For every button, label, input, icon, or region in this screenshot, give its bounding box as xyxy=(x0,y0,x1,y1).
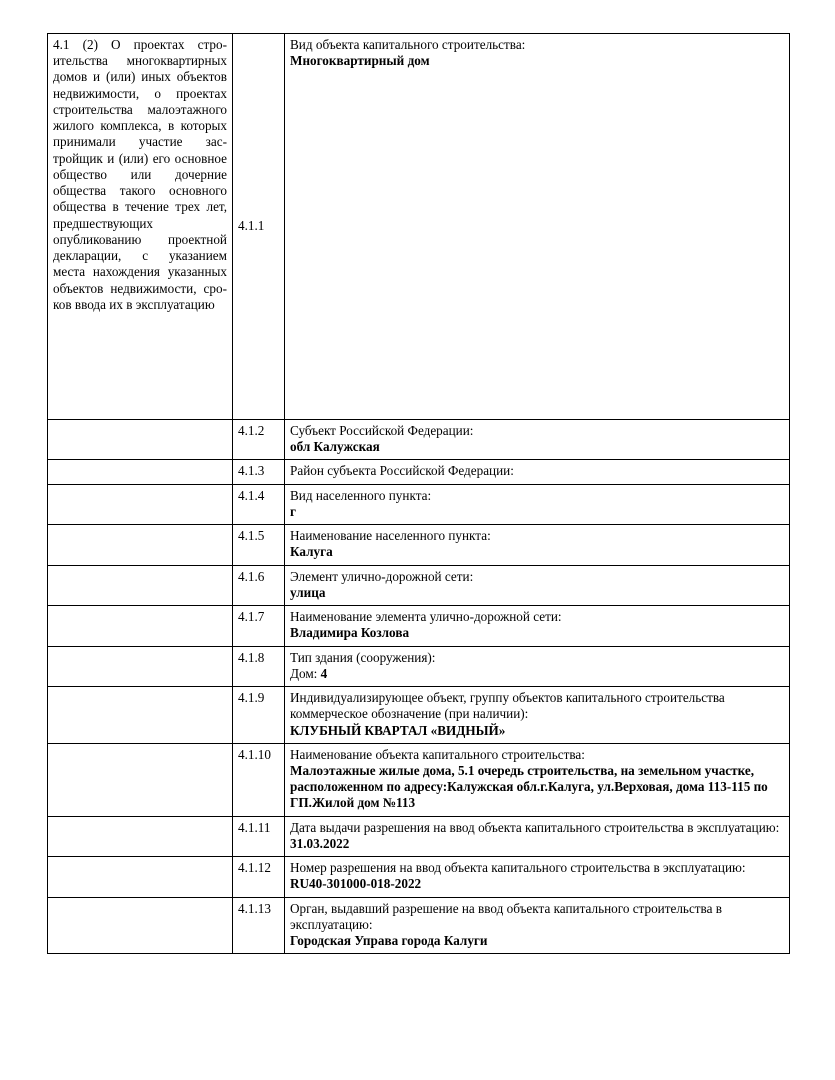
row-value-4-1-7 xyxy=(285,606,790,646)
row-value-4-1-2 xyxy=(285,420,790,460)
row-label: Дата выдачи разрешения на ввод объекта капитального строительства в эксплуатацию: xyxy=(290,819,780,835)
empty-desc-cell xyxy=(48,525,233,565)
row-value-4-1-10 xyxy=(285,743,790,816)
table-row xyxy=(48,420,790,460)
row-label: Номер разрешения на ввод объекта капитального строительства в эксплуатацию: xyxy=(290,860,746,876)
empty-desc-cell xyxy=(48,484,233,524)
row-code-4-1-10: 4.1.10 xyxy=(233,743,285,816)
row-value-4-1-6 xyxy=(285,565,790,605)
table-row xyxy=(48,565,790,605)
row-value-4-1-8 xyxy=(285,646,790,686)
row-code-4-1-12: 4.1.12 xyxy=(233,857,285,897)
row-label: Наименование объекта капитального строительства: xyxy=(290,746,585,762)
row-code-4-1-13: 4.1.13 xyxy=(233,897,285,954)
empty-desc-cell xyxy=(48,897,233,954)
row-value: Малоэтажные жилые дома, 5.1 очередь строительства, на земельном участке, расположенном по адресу:Калужская обл.г.Калуга, ул.Верховая, дома 113-115 по ГП.Жилой дом №113 xyxy=(290,762,768,811)
row-value: КЛУБНЫЙ КВАРТАЛ «ВИДНЫЙ» xyxy=(290,722,506,738)
empty-desc-cell xyxy=(48,857,233,897)
table-row xyxy=(48,460,790,484)
table-row xyxy=(48,897,790,954)
row-value-4-1-13 xyxy=(285,897,790,954)
row-label: Район субъекта Российской Федерации: xyxy=(290,463,514,479)
row-label: Вид населенного пункта: xyxy=(290,487,432,503)
row-label: Орган, выдавший разрешение на ввод объекта капитального строительства в эксплуатацию: xyxy=(290,900,722,932)
empty-desc-cell xyxy=(48,687,233,744)
declaration-table xyxy=(47,33,790,954)
row-value-4-1-12 xyxy=(285,857,790,897)
empty-desc-cell xyxy=(48,420,233,460)
row-code-4-1-1: 4.1.1 xyxy=(233,34,285,420)
row-value-4-1-3 xyxy=(285,460,790,484)
row-code-4-1-7: 4.1.7 xyxy=(233,606,285,646)
row-value: RU40-301000-018-2022 xyxy=(290,876,422,892)
row-value: Дом: 4 xyxy=(290,665,328,681)
row-value: г xyxy=(290,503,296,519)
row-code-4-1-6: 4.1.6 xyxy=(233,565,285,605)
row-value: улица xyxy=(290,584,326,600)
row-value-4-1-11 xyxy=(285,816,790,856)
row-value-4-1-1 xyxy=(285,34,790,420)
row-value-4-1-5 xyxy=(285,525,790,565)
table-row xyxy=(48,525,790,565)
table-row xyxy=(48,484,790,524)
row-value-4-1-9 xyxy=(285,687,790,744)
row-label: Элемент улично-дорожной сети: xyxy=(290,568,474,584)
row-code-4-1-2: 4.1.2 xyxy=(233,420,285,460)
row-label: Тип здания (сооружения): xyxy=(290,649,436,665)
empty-desc-cell xyxy=(48,460,233,484)
row-value: Калуга xyxy=(290,544,333,560)
row-value-4-1-4 xyxy=(285,484,790,524)
row-label: Субъект Российской Федерации: xyxy=(290,423,474,438)
row-code-4-1-9: 4.1.9 xyxy=(233,687,285,744)
empty-desc-cell xyxy=(48,606,233,646)
table-row xyxy=(48,816,790,856)
row-code-4-1-8: 4.1.8 xyxy=(233,646,285,686)
section-description-cell xyxy=(48,34,233,420)
row-code-4-1-4: 4.1.4 xyxy=(233,484,285,524)
table-row xyxy=(48,857,790,897)
row-label: Наименование элемента улично-дорожной сети: xyxy=(290,609,562,625)
table-row xyxy=(48,743,790,816)
row-label: Вид объекта капитального строительства: xyxy=(290,37,526,52)
table-row xyxy=(48,687,790,744)
section-description-text: 4.1 (2) О проектах строительства многоквартирных домов и (или) иных объектов недвижимости, о проектах строительства малоэтажного жилого комплекса, в которых принимали участие застройщик и (или) его основное общество или дочерние общества такого основного общества в течение трех лет, предшествующих опубликованию проектной декларации, с указанием места нахождения указанных объектов недвижимости, сроков ввода их в эксплуатацию xyxy=(53,37,227,312)
row-value: Владимира Козлова xyxy=(290,625,410,641)
table-row xyxy=(48,646,790,686)
row-value: 31.03.2022 xyxy=(290,835,350,851)
row-label: Индивидуализирующее объект, группу объектов капитального строительства коммерческое обозначение (при наличии): xyxy=(290,690,725,722)
empty-desc-cell xyxy=(48,816,233,856)
row-label: Наименование населенного пункта: xyxy=(290,528,491,544)
row-value: обл Калужская xyxy=(290,439,380,455)
table-row xyxy=(48,606,790,646)
empty-desc-cell xyxy=(48,646,233,686)
empty-desc-cell xyxy=(48,743,233,816)
empty-desc-cell xyxy=(48,565,233,605)
table-row xyxy=(48,34,790,420)
row-code-4-1-11: 4.1.11 xyxy=(233,816,285,856)
row-code-4-1-5: 4.1.5 xyxy=(233,525,285,565)
row-value: Многоквартирный дом xyxy=(290,53,430,69)
row-code-4-1-3: 4.1.3 xyxy=(233,460,285,484)
row-value: Городская Управа города Калуги xyxy=(290,933,488,949)
